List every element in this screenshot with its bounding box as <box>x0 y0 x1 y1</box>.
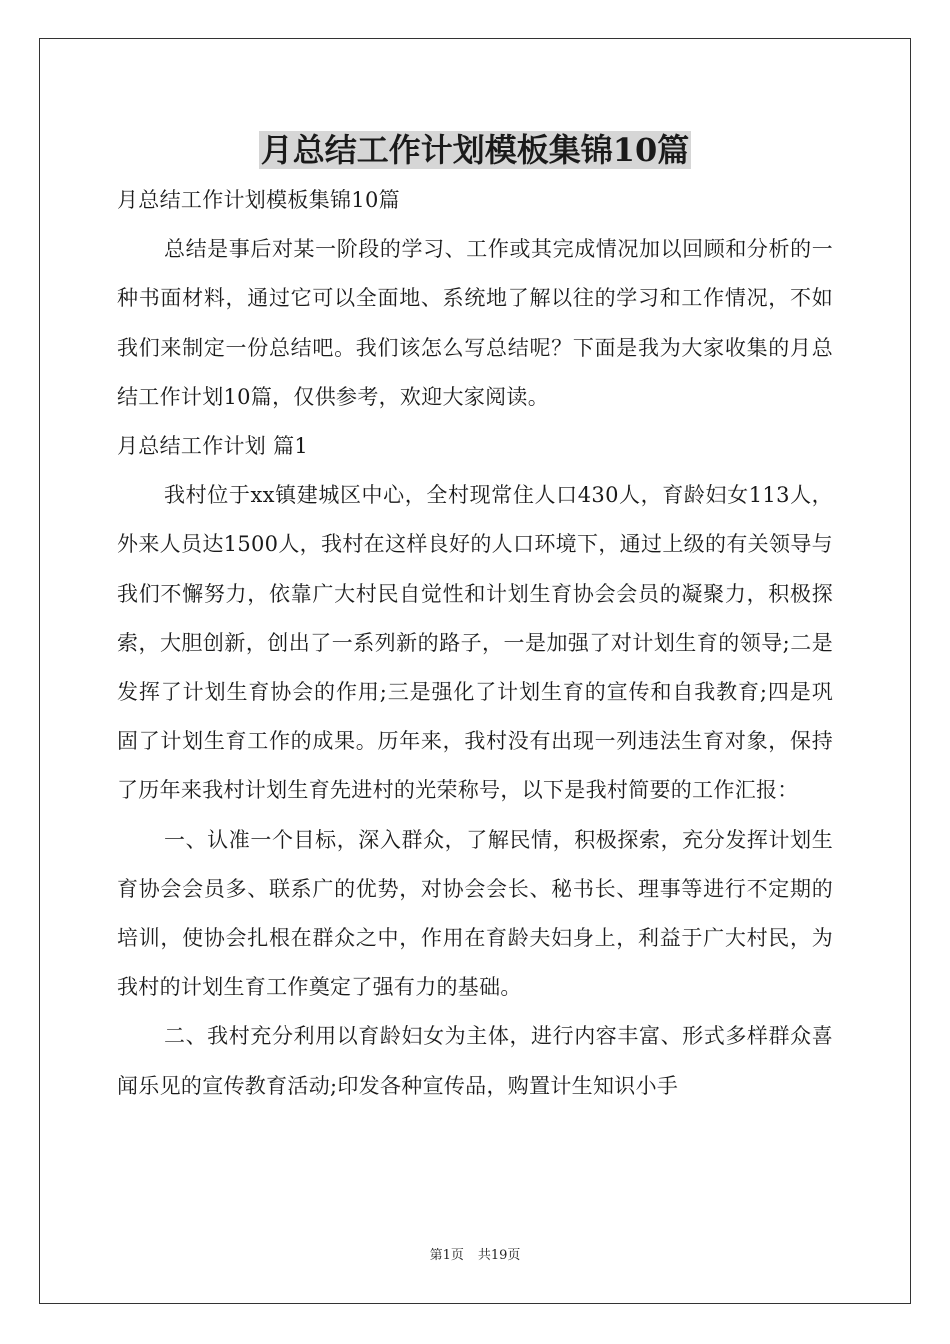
subtitle-line: 月总结工作计划模板集锦10篇 <box>117 188 400 212</box>
page-number: 第1页 <box>429 1248 464 1263</box>
page-total: 共19页 <box>477 1248 521 1263</box>
body-paragraph: 我村位于xx镇建城区中心，全村现常住人口430人，育龄妇女113人，外来人员达1500人，我村在这样良好的人口环境下，通过上级的有关领导与我们不懈努力，依靠广大村民自觉性和计划生育协会会员的凝聚力，积极探索，大胆创新，创出了一系列新的路子，一是加强了对计划生育的领导;二是发挥了计划生育协会的作用;三是强化了计划生育的宣传和自我教育;四是巩固了计划生育工作的成果。历年来，我村没有出现一列违法生育对象，保持了历年来我村计划生育先进村的光荣称号，以下是我村简要的工作汇报： <box>117 483 833 803</box>
document-title-text: 月总结工作计划模板集锦10篇 <box>260 131 690 169</box>
document-body <box>117 176 833 1111</box>
body-paragraph: 二、我村充分利用以育龄妇女为主体，进行内容丰富、形式多样群众喜闻乐见的宣传教育活动;印发各种宣传品，购置计生知识小手 <box>117 1024 833 1098</box>
page-footer <box>0 1247 950 1265</box>
body-paragraph: 一、认准一个目标，深入群众，了解民情，积极探索，充分发挥计划生育协会会员多、联系广的优势，对协会会长、秘书长、理事等进行不定期的培训，使协会扎根在群众之中，作用在育龄夫妇身上，利益于广大村民，为我村的计划生育工作奠定了强有力的基础。 <box>117 827 833 1000</box>
document-title <box>0 128 950 172</box>
intro-paragraph: 总结是事后对某一阶段的学习、工作或其完成情况加以回顾和分析的一种书面材料，通过它可以全面地、系统地了解以往的学习和工作情况，不如我们来制定一份总结吧。我们该怎么写总结呢？下面是我为大家收集的月总结工作计划10篇，仅供参考，欢迎大家阅读。 <box>117 237 833 409</box>
section-heading: 月总结工作计划 篇1 <box>117 434 309 459</box>
